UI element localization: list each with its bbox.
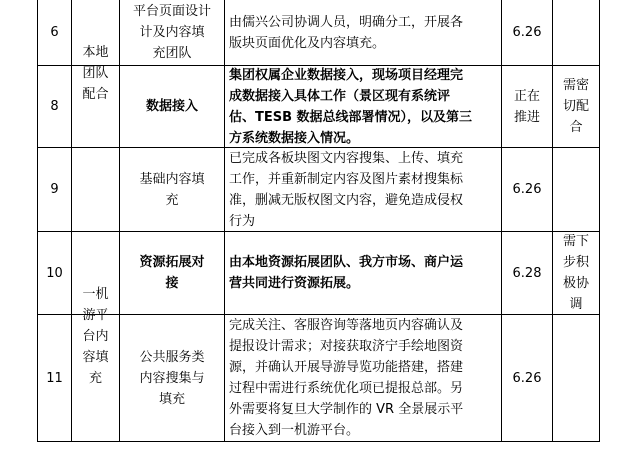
item-date: 6.26 [512, 25, 542, 40]
item-note: 需密 切配 合 [562, 78, 589, 135]
row-number: 10 [46, 265, 63, 281]
item-date: 6.26 [512, 182, 542, 197]
item-date: 正在 推进 [513, 88, 540, 125]
item-date: 6.26 [512, 370, 542, 386]
table-rule [224, 0, 225, 442]
item-content: 由儒兴公司协调人员，明确分工，开展各 版块页面优化及内容填充。 [229, 14, 464, 51]
table-rule [599, 0, 600, 442]
item-content: 由本地资源拓展团队、我方市场、商户运 营共同进行资源拓展。 [229, 255, 464, 291]
item-date: 6.28 [512, 265, 542, 281]
item-name: 数据接入 [145, 99, 198, 114]
table-rule [37, 441, 600, 442]
item-content: 完成关注、客服咨询等落地页内容确认及 提报设计需求；对接获取济宁手绘地图资 源，并确认开展导游导览功能搭建，搭建 过程中需进行系统优化项已提报总部。另 外需要将复旦大学制作的 VR 全景展示平 台接入到一机游平台。 [229, 318, 464, 438]
item-name: 平台页面设计 计及内容填 充团队 [132, 4, 211, 61]
row-number: 9 [50, 182, 59, 197]
group-label: 一机 游平 台内 容填 充 [82, 287, 109, 386]
item-name: 资源拓展对 接 [139, 255, 205, 291]
row-number: 11 [46, 370, 63, 386]
row-number: 6 [50, 25, 59, 40]
item-note [553, 0, 599, 65]
item-note [553, 315, 599, 441]
item-note: 需下 步积 极协 调 [562, 234, 589, 312]
row-number: 8 [50, 99, 59, 114]
item-note [553, 148, 599, 231]
item-name: 基础内容填 充 [139, 171, 205, 208]
group-label: 本地 团队 配合 [82, 45, 109, 102]
item-content: 已完成各板块图文内容搜集、上传、填充 工作，并重新制定内容及图片素材搜集标 准，删减无版权图文内容，避免造成侵权 行为 [229, 150, 464, 229]
item-content: 集团权属企业数据接入，现场项目经理完 成数据接入具体工作（景区现有系统评 估、TESB 数据总线部署情况），以及第三 方系统数据接入情况。 [229, 67, 473, 146]
item-name: 公共服务类 内容搜集与 填充 [139, 349, 205, 407]
